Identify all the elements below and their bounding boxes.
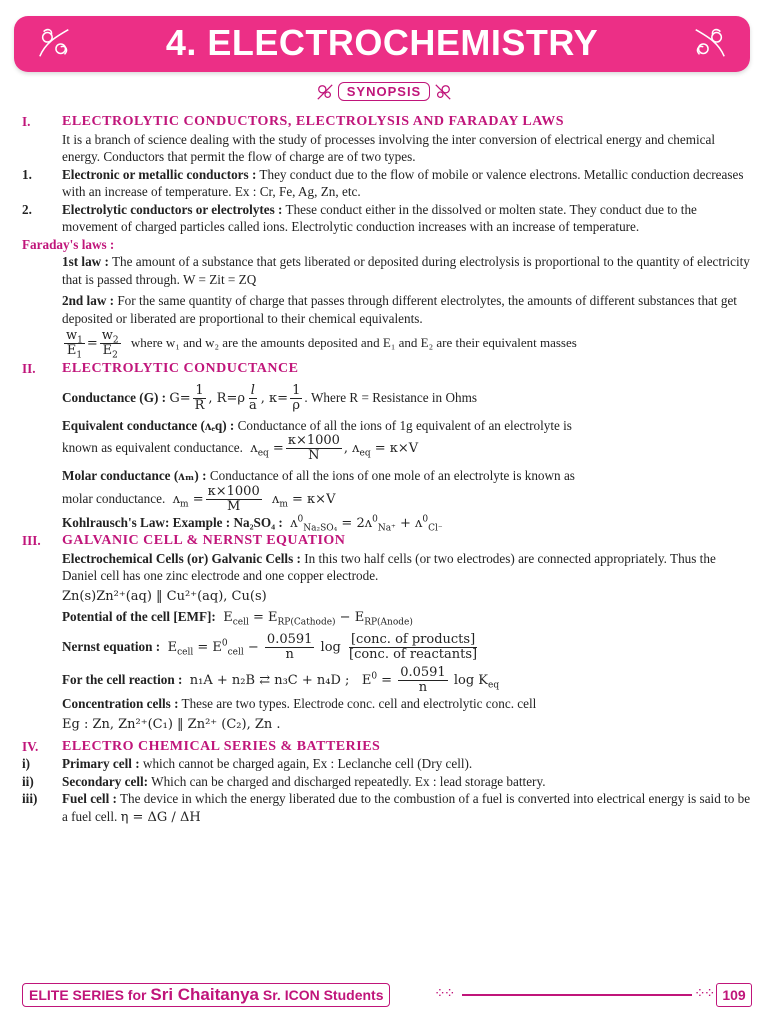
- section-heading: I. ELECTROLYTIC CONDUCTORS, ELECTROLYSIS AND FARADAY LAWS: [22, 114, 565, 129]
- chapter-banner: [14, 16, 750, 72]
- example: Eg : Zn, Zn²⁺(C₁) ‖ Zn²⁺ (C₂), Zn .: [62, 717, 281, 732]
- chapter-title: 4. ELECTROCHEMISTRY: [165, 22, 599, 63]
- floral-ornament-icon: [434, 83, 452, 101]
- paragraph: Electrochemical Cells (or) Galvanic Cells : In this two half cells (or two electrodes) are connected appropriately. Thus the Daniel cell has one zinc electrode and one copper electrode.: [62, 550, 716, 583]
- series-label: ELITE SERIES for Sri Chaitanya Sr. ICON Students: [22, 983, 390, 1007]
- floral-ornament-icon: [690, 24, 728, 62]
- floral-ornament-icon: [316, 83, 334, 101]
- subheading: Faraday's laws :: [22, 236, 115, 252]
- footer-divider: [462, 994, 692, 996]
- dot-ornament-icon: ⁘⁘: [434, 986, 454, 1002]
- equation: $\frac{w_1}{E_1}$ = $\frac{w_2}{E_2}$ where w₁ and w₂ are the amounts deposited and E₁ and E₂ are their equivalent masses: [66, 328, 577, 361]
- equation: Nernst equation : $E_{cell} = E^0_{cell}$ − $\frac{0.0591}{n}$ log $\frac{\text{[conc. of products]}}{\text{[conc. of reactants]}}$: [62, 631, 478, 662]
- list-item: iii) Fuel cell : The device in which the energy liberated due to the combustion of a fuel is converted into electrical energy is said to be a fuel cell. η = ΔG / ΔH: [22, 791, 751, 825]
- equation: For the cell reaction : n₁A + n₂B ⇄ n₃C + n₄D ; $E^0$ = $\frac{0.0591}{n}$ $\log K_{eq}$: [62, 664, 500, 695]
- paragraph: 1st law : The amount of a substance that gets liberated or deposited during electrolysis is proportional to the quantity of electricity that is passed through. W = Zit = ZQ: [62, 254, 750, 287]
- synopsis-content: [22, 113, 752, 826]
- paragraph: Concentration cells : These are two types. Electrode conc. cell and electrolytic conc. cell: [62, 695, 537, 711]
- page-number: 109: [716, 983, 752, 1007]
- paragraph: 2nd law : For the same quantity of charge that passes through different electrolytes, the amounts of different substances that get deposited or liberated are proportional to their chemical equivalents.: [62, 293, 737, 326]
- page-footer: [22, 983, 752, 1007]
- cell-notation: Zn(s)Zn²⁺(aq) ‖ Cu²⁺(aq), Cu(s): [62, 588, 267, 604]
- list-item: ii) Secondary cell: Which can be charged and discharged repeatedly. Ex : lead storage battery.: [22, 773, 546, 789]
- dot-ornament-icon: ⁘⁘: [694, 986, 714, 1002]
- list-item: 1. Electronic or metallic conductors : They conduct due to the flow of mobile or valence electrons. Metallic conduction decreases with an increase of temperature. Ex : Cr, Fe, Ag, Zn, etc.: [22, 166, 744, 199]
- equation: Potential of the cell [EMF]: $E_{cell} = E_{RP(Cathode)} - E_{RP(Anode)}$: [62, 609, 413, 628]
- equation: known as equivalent conductance. ʌ$_{eq}$ = $\frac{\kappa\times 1000}{N}$ , ʌ$_{eq}$ = κ×V: [62, 433, 419, 463]
- section-heading: IV. ELECTRO CHEMICAL SERIES & BATTERIES: [22, 738, 381, 754]
- list-item: i) Primary cell : which cannot be charged again, Ex : Leclanche cell (Dry cell).: [22, 756, 473, 771]
- section-heading: II. ELECTROLYTIC CONDUCTANCE: [22, 361, 299, 376]
- equation: Conductance (G) : G= $\frac{1}{R}$ , R=ρ $\frac{l}{a}$ , κ= $\frac{1}{\rho}$ . Where R = Resistance in Ohms: [62, 382, 477, 413]
- list-item: 2. Electrolytic conductors or electrolytes : These conduct either in the dissolved or molten state. They conduct due to the movement of charged particles called ions. Electrolytic conduction increases with an increase of temperature.: [22, 201, 697, 234]
- paragraph: Equivalent conductance (ʌₑq) : Conductance of all the ions of 1g equivalent of an electrolyte is: [62, 417, 572, 433]
- section-heading: III. GALVANIC CELL & NERNST EQUATION: [22, 533, 346, 548]
- synopsis-label: SYNOPSIS: [338, 82, 430, 101]
- equation: molar conductance. ʌ$_m$ = $\frac{\kappa\times 1000}{M}$ ʌ$_m$ = κ×V: [62, 483, 336, 514]
- synopsis-tag: [0, 82, 768, 101]
- paragraph: It is a branch of science dealing with the study of processes involving the inter conversion of electrical energy and chemical energy. Conductors that permit the flow of charge are of two types.: [62, 131, 716, 164]
- paragraph: Molar conductance (ʌₘ) : Conductance of all the ions of one mole of an electrolyte is known as: [62, 468, 575, 483]
- equation: Kohlrausch's Law: Example : Na₂SO₄ : ʌ$^0_{Na_2SO_4}$ = 2ʌ$^0_{Na^+}$ + ʌ$^0_{Cl^-}$: [62, 514, 443, 534]
